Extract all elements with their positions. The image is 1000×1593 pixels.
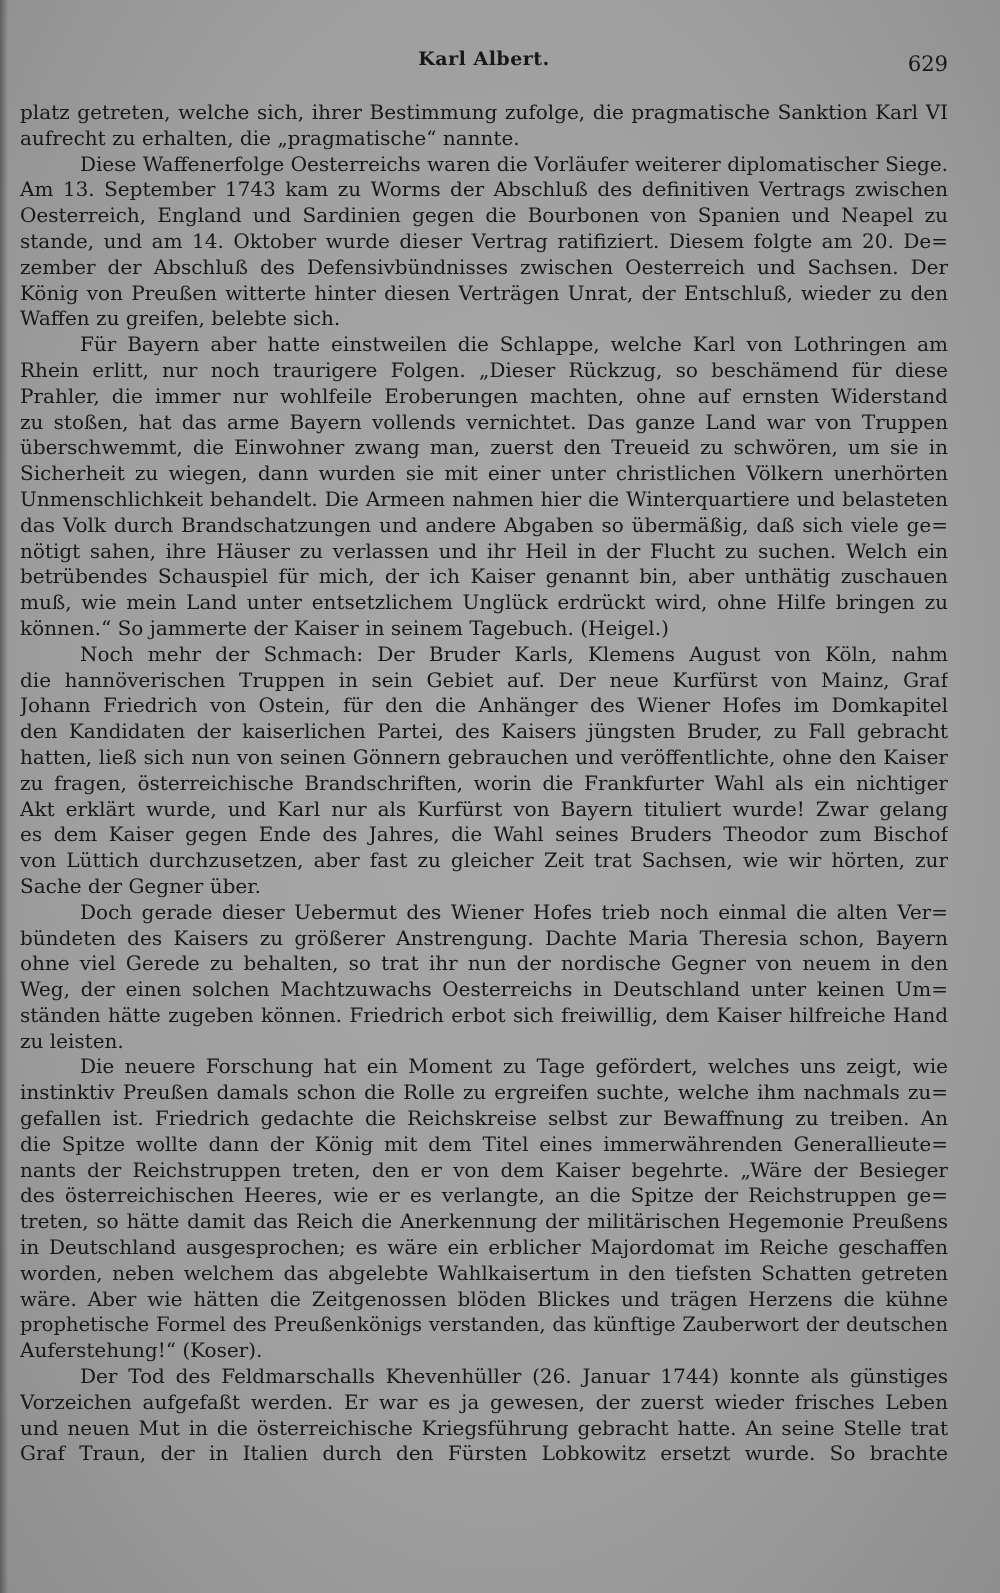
text-line: in Deutschland ausgesprochen; es wäre ein erblicher Majordomat im Reiche geschaffen (20, 1235, 948, 1260)
text-line: aufrecht zu erhalten, die „pragmatische“ nannte. (20, 125, 520, 150)
text-line: Weg, der einen solchen Machtzuwachs Oesterreichs in Deutschland unter keinen Um= (20, 977, 948, 1002)
text-line: nants der Reichstruppen treten, den er von dem Kaiser begehrte. „Wäre der Besieger (20, 1157, 948, 1182)
text-line: Graf Traun, der in Italien durch den Fürsten Lobkowitz ersetzt wurde. So brachte (20, 1441, 948, 1466)
running-title: Karl Albert. (418, 48, 550, 70)
text-line: zu leisten. (20, 1028, 124, 1053)
text-line: und neuen Mut in die österreichische Kriegsführung gebracht hatte. An seine Stelle trat (20, 1415, 948, 1440)
text-line: Prahler, die immer nur wohlfeile Eroberungen machten, ohne auf ernsten Widerstand (20, 383, 948, 408)
text-line: stande, und am 14. Oktober wurde dieser Vertrag ratifiziert. Diesem folgte am 20. De= (20, 228, 948, 253)
text-line: wäre. Aber wie hätten die Zeitgenossen blöden Blickes und trägen Herzens die kühne (20, 1286, 948, 1311)
text-line: das Volk durch Brandschatzungen und andere Abgaben so übermäßig, daß sich viele ge= (20, 512, 948, 537)
text-line: Doch gerade dieser Uebermut des Wiener Hofes trieb noch einmal die alten Ver= (80, 899, 948, 924)
text-line: Vorzeichen aufgefaßt werden. Er war es ja gewesen, der zuerst wieder frisches Leben (20, 1389, 948, 1414)
text-line: ohne viel Gerede zu behalten, so trat ihr nun der nordische Gegner von neuem in den (20, 951, 948, 976)
text-line: Akt erklärt wurde, und Karl nur als Kurfürst von Bayern tituliert wurde! Zwar gelang (20, 796, 948, 821)
body-text (20, 100, 948, 1467)
text-line: Der Tod des Feldmarschalls Khevenhüller (26. Januar 1744) konnte als günstiges (80, 1364, 948, 1389)
page-gutter-shadow (0, 0, 8, 1593)
text-line: muß, wie mein Land unter entsetzlichem Unglück erdrückt wird, ohne Hilfe bringen zu (20, 590, 948, 615)
text-line: nötigt sahen, ihre Häuser zu verlassen und ihr Heil in der Flucht zu suchen. Welch ein (20, 538, 948, 563)
text-line: betrübendes Schauspiel für mich, der ich Kaiser genannt bin, aber unthätig zuschauen (20, 564, 948, 589)
text-line: Sache der Gegner über. (20, 873, 261, 898)
text-line: den Kandidaten der kaiserlichen Partei, des Kaisers jüngsten Bruder, zu Fall gebracht (20, 719, 948, 744)
page-number: 629 (907, 52, 948, 76)
text-line: bündeten des Kaisers zu größerer Anstrengung. Dachte Maria Theresia schon, Bayern (20, 925, 948, 950)
text-line: Sicherheit zu wiegen, dann wurden sie mit einer unter christlichen Völkern unerhörten (20, 461, 948, 486)
text-line: gefallen ist. Friedrich gedachte die Reichskreise selbst zur Bewaffnung zu treiben. An (20, 1106, 948, 1131)
text-line: die hannöverischen Truppen in sein Gebiet auf. Der neue Kurfürst von Mainz, Graf (20, 667, 948, 692)
text-line: können.“ So jammerte der Kaiser in seinem Tagebuch. (Heigel.) (20, 615, 669, 640)
text-line: überschwemmt, die Einwohner zwang man, zuerst den Treueid zu schwören, um sie in (20, 435, 948, 460)
text-line: König von Preußen witterte hinter diesen Verträgen Unrat, der Entschluß, wieder zu den (20, 280, 948, 305)
text-line: Waffen zu greifen, belebte sich. (20, 306, 341, 331)
text-line: Auferstehung!“ (Koser). (20, 1338, 263, 1363)
text-line: prophetische Formel des Preußenkönigs verstanden, das künftige Zauberwort der deutschen (20, 1313, 948, 1337)
text-line: Rhein erlitt, nur noch traurigere Folgen. „Dieser Rückzug, so beschämend für diese (20, 357, 948, 382)
text-line: von Lüttich durchzusetzen, aber fast zu gleicher Zeit trat Sachsen, wie wir hörten, zur (20, 848, 948, 873)
text-line: es dem Kaiser gegen Ende des Jahres, die Wahl seines Bruders Theodor zum Bischof (20, 822, 948, 847)
text-line: die Spitze wollte dann der König mit dem Titel eines immerwährenden Generallieute= (20, 1131, 948, 1156)
text-line: zu fragen, österreichische Brandschriften, worin die Frankfurter Wahl als ein nichtiger (20, 770, 948, 795)
text-line: Diese Waffenerfolge Oesterreichs waren die Vorläufer weiterer diplomatischer Siege. (80, 151, 948, 176)
text-line: instinktiv Preußen damals schon die Rolle zu ergreifen suchte, welche ihm nachmals zu= (20, 1080, 948, 1105)
text-line: treten, so hätte damit das Reich die Anerkennung der militärischen Hegemonie Preußens (20, 1209, 948, 1234)
text-line: ständen hätte zugeben können. Friedrich erbot sich freiwillig, dem Kaiser hilfreiche Hand (20, 1002, 948, 1027)
text-line: platz getreten, welche sich, ihrer Bestimmung zufolge, die pragmatische Sanktion Karl VI (20, 100, 948, 124)
text-line: Oesterreich, England und Sardinien gegen die Bourbonen von Spanien und Neapel zu (20, 203, 948, 228)
text-line: zember der Abschluß des Defensivbündnisses zwischen Oesterreich und Sachsen. Der (20, 254, 948, 279)
text-line: Johann Friedrich von Ostein, für den die Anhänger des Wiener Hofes im Domkapitel (20, 693, 948, 718)
text-line: zu stoßen, hat das arme Bayern vollends vernichtet. Das ganze Land war von Truppen (20, 409, 948, 434)
text-line: Noch mehr der Schmach: Der Bruder Karls, Klemens August von Köln, nahm (80, 641, 948, 666)
text-line: Unmenschlichkeit behandelt. Die Armeen nahmen hier die Winterquartiere und belasteten (20, 486, 948, 511)
text-line: hatten, ließ sich nun von seinen Gönnern gebrauchen und veröffentlichte, ohne den Kaiser (20, 744, 948, 769)
page-header (20, 44, 948, 78)
text-line: Die neuere Forschung hat ein Moment zu Tage gefördert, welches uns zeigt, wie (80, 1054, 948, 1079)
text-line: Für Bayern aber hatte einstweilen die Schlappe, welche Karl von Lothringen am (80, 332, 948, 357)
text-line: des österreichischen Heeres, wie er es verlangte, an die Spitze der Reichstruppen ge= (20, 1183, 948, 1208)
text-line: worden, neben welchem das abgelebte Wahlkaisertum in den tiefsten Schatten getreten (20, 1260, 948, 1285)
text-line: Am 13. September 1743 kam zu Worms der Abschluß des definitiven Vertrags zwischen (20, 177, 948, 202)
